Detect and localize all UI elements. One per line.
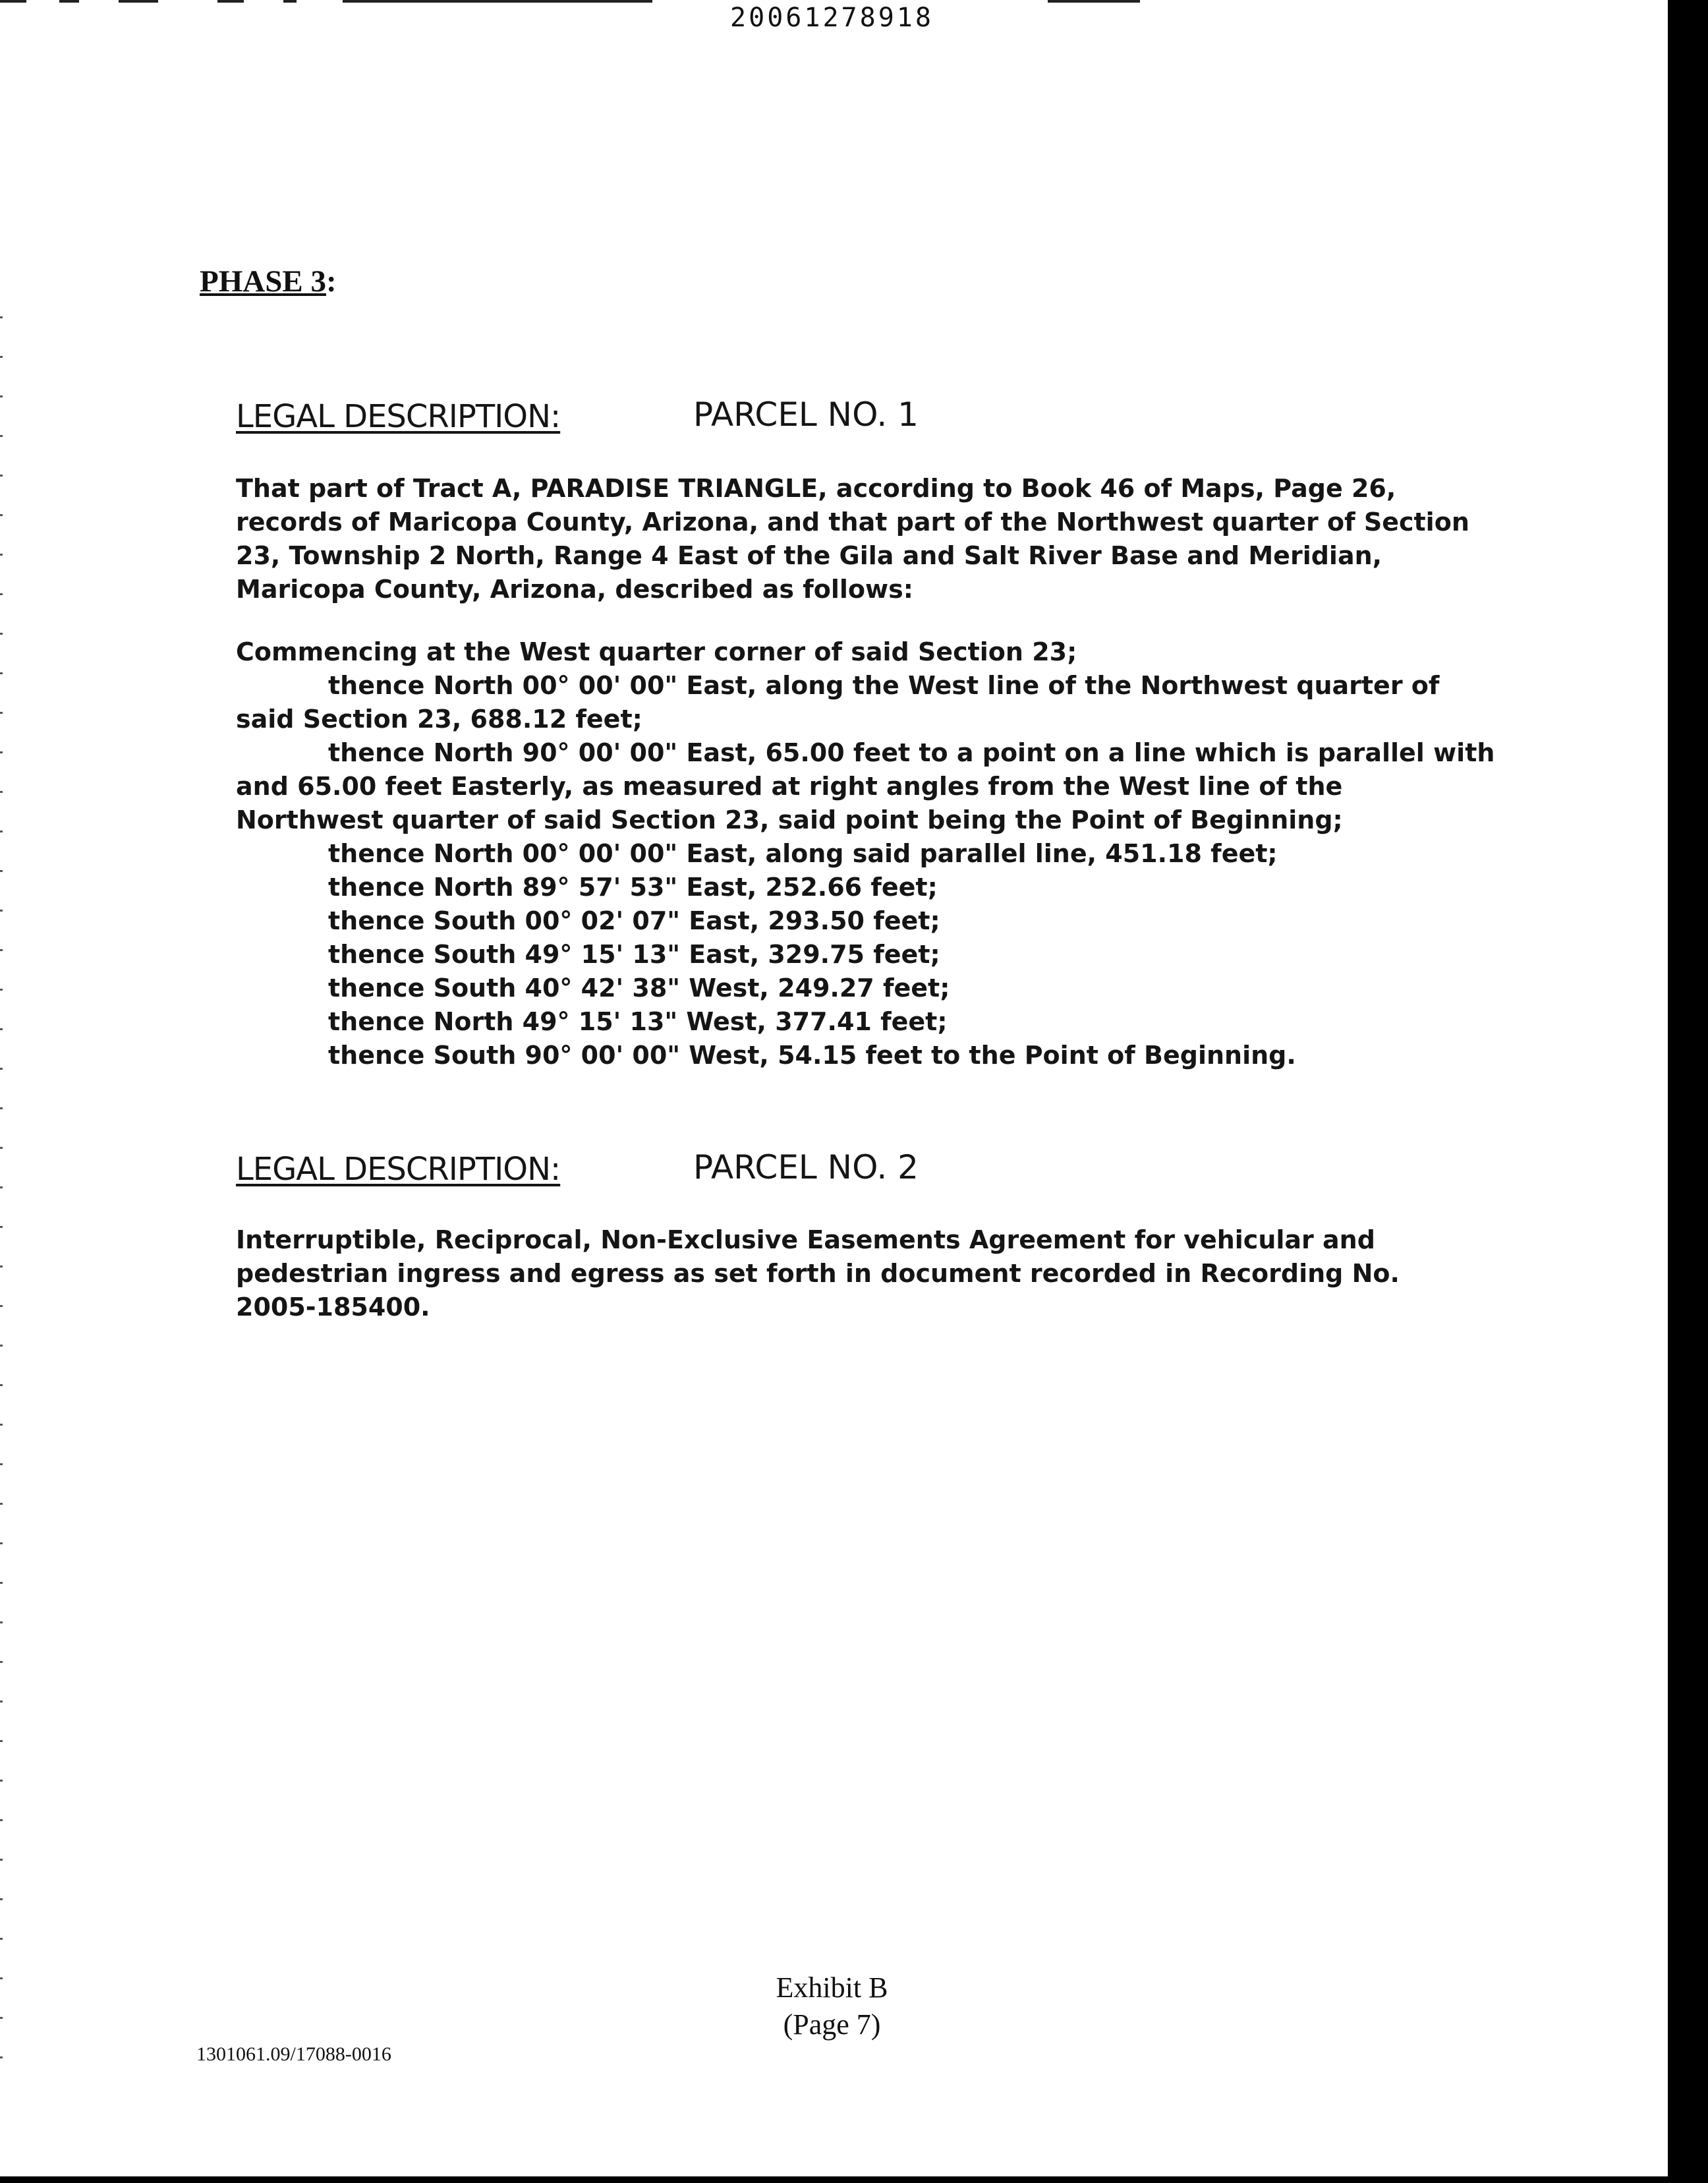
exhibit-label: Exhibit B [776, 1971, 888, 2004]
parcel-2-easement-text [236, 1223, 1593, 1324]
document-reference-number: 1301061.09/17088-0016 [196, 2043, 391, 2065]
parcel-1-intro-line: That part of Tract A, PARADISE TRIANGLE, according to Book 46 of Maps, Page 26, [236, 474, 1396, 503]
parcel-1-course-line: thence North 89° 57' 53" East, 252.66 feet; [328, 873, 938, 902]
phase-heading-colon: : [326, 264, 337, 299]
parcel-2-text-line: pedestrian ingress and egress as set forth in document recorded in Recording No. [236, 1259, 1400, 1288]
parcel-1-legal-description-label: LEGAL DESCRIPTION: [236, 398, 561, 435]
parcel-1-course-line: thence South 90° 00' 00" West, 54.15 feet to the Point of Beginning. [328, 1041, 1296, 1070]
parcel-1-intro [236, 472, 1593, 606]
parcel-1-intro-line: 23, Township 2 North, Range 4 East of the Gila and Salt River Base and Meridian, [236, 541, 1382, 570]
parcel-1-intro-line: records of Maricopa County, Arizona, and that part of the Northwest quarter of Section [236, 508, 1469, 537]
parcel-1-course-line: thence South 49° 15' 13" East, 329.75 feet; [328, 940, 940, 969]
parcel-1-course-line: Northwest quarter of said Section 23, said point being the Point of Beginning; [236, 805, 1343, 834]
phase-heading-label: PHASE 3 [200, 264, 326, 299]
parcel-1-course-line: said Section 23, 688.12 feet; [236, 705, 642, 734]
parcel-2-title: PARCEL NO. 2 [693, 1148, 919, 1186]
parcel-1-course-line: Commencing at the West quarter corner of said Section 23; [236, 637, 1077, 666]
scan-right-border [1668, 0, 1708, 2183]
parcel-1-title: PARCEL NO. 1 [693, 395, 919, 434]
parcel-1-metes-and-bounds [236, 635, 1593, 1072]
exhibit-page-number: (Page 7) [783, 2008, 881, 2041]
parcel-1-course-line: thence North 49° 15' 13" West, 377.41 feet; [328, 1007, 948, 1036]
parcel-1-course-line: thence North 00° 00' 00" East, along said parallel line, 451.18 feet; [328, 839, 1278, 868]
parcel-2-legal-description-label: LEGAL DESCRIPTION: [236, 1151, 561, 1188]
phase-heading [200, 264, 337, 299]
parcel-1-intro-line: Maricopa County, Arizona, described as follows: [236, 575, 913, 604]
parcel-1-course-line: and 65.00 feet Easterly, as measured at right angles from the West line of the [236, 772, 1343, 801]
parcel-2-text-line: 2005-185400. [236, 1293, 430, 1322]
scan-left-artifacts [0, 316, 3, 2096]
parcel-1-course-line: thence North 90° 00' 00" East, 65.00 feet to a point on a line which is parallel with [328, 738, 1495, 767]
scan-bottom-border [0, 2176, 1708, 2183]
parcel-1-course-line: thence South 00° 02' 07" East, 293.50 feet; [328, 906, 940, 935]
parcel-1-course-line: thence South 40° 42' 38" West, 249.27 feet; [328, 974, 950, 1003]
parcel-2-text-line: Interruptible, Reciprocal, Non-Exclusive Easements Agreement for vehicular and [236, 1225, 1375, 1254]
recording-number: 20061278918 [730, 3, 934, 33]
parcel-1-course-line: thence North 00° 00' 00" East, along the West line of the Northwest quarter of [328, 671, 1440, 700]
